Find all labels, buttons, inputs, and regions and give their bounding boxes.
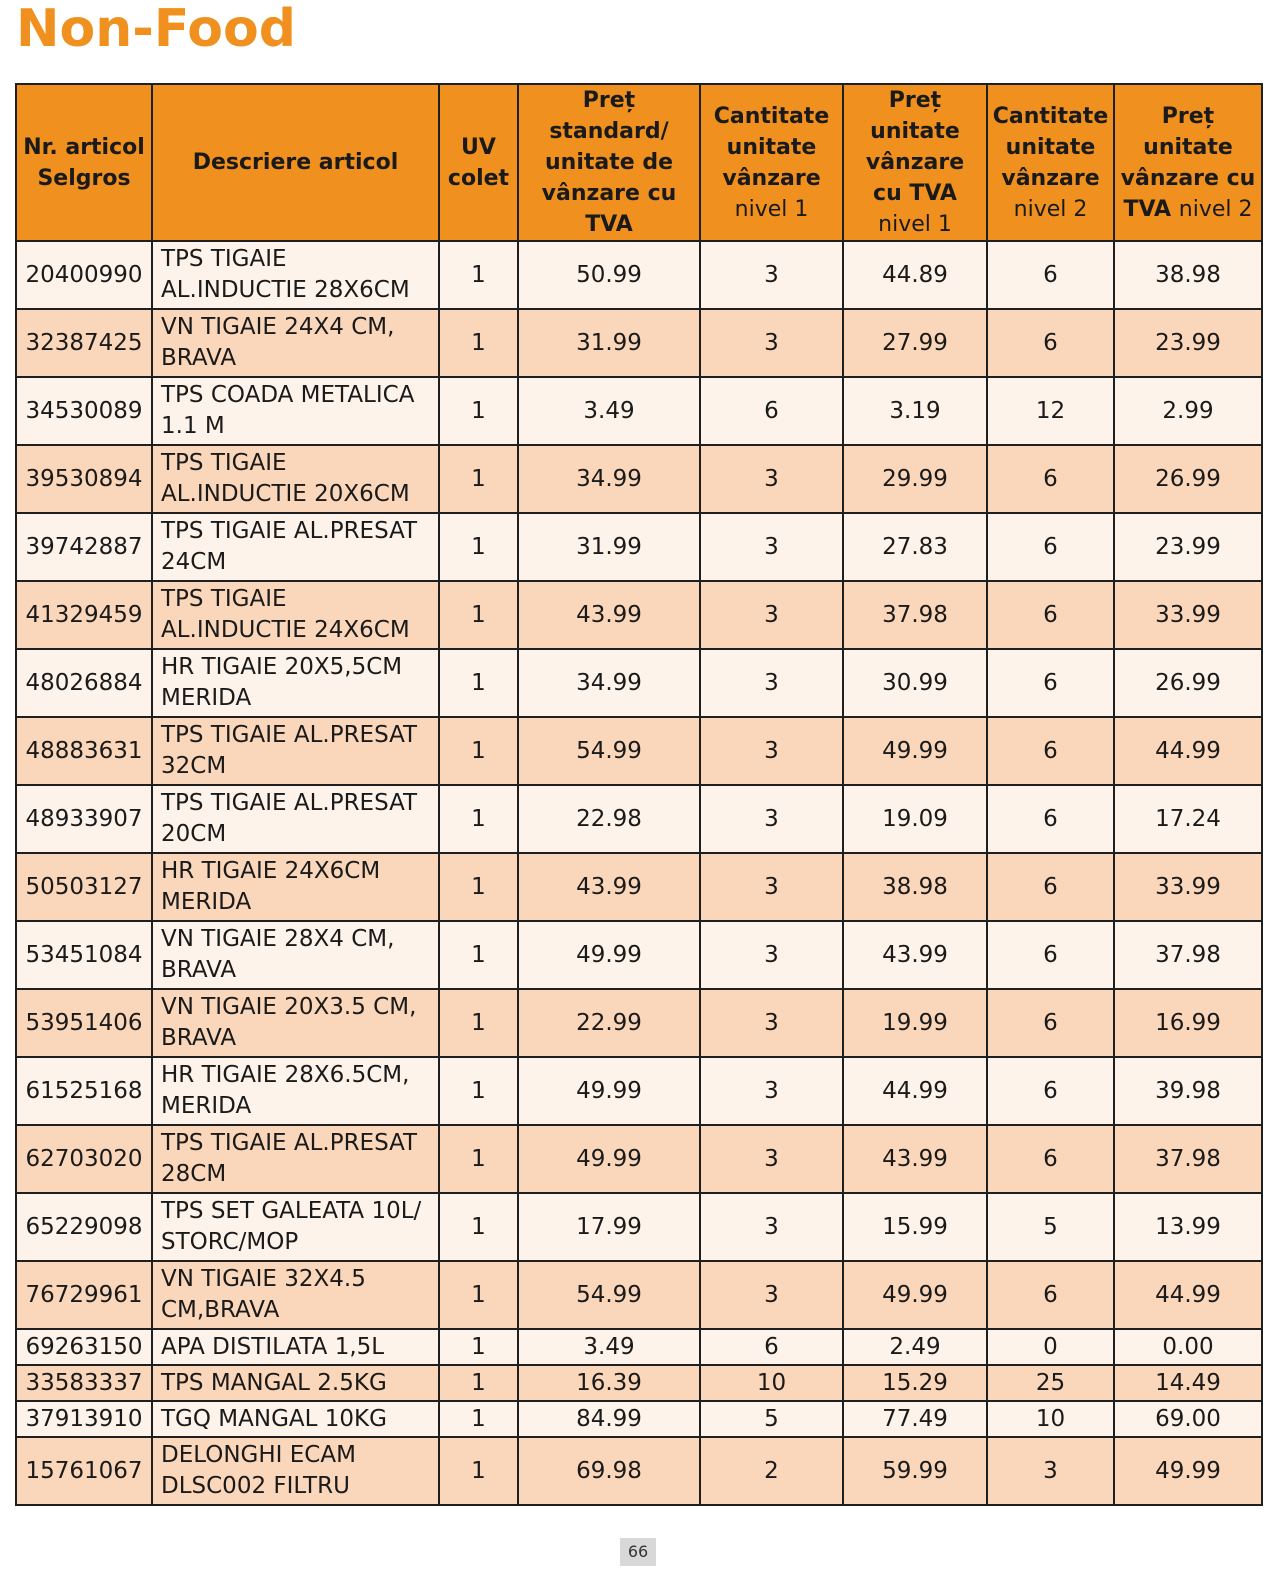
cell-nr-articol: 69263150 xyxy=(16,1329,152,1365)
cell-cantitate-nivel2: 6 xyxy=(987,989,1114,1057)
cell-nr-articol: 50503127 xyxy=(16,853,152,921)
cell-pret-nivel2: 33.99 xyxy=(1114,581,1262,649)
cell-cantitate-nivel1: 3 xyxy=(700,921,843,989)
table-row xyxy=(16,581,1262,649)
cell-nr-articol: 39742887 xyxy=(16,513,152,581)
cell-cantitate-nivel1: 2 xyxy=(700,1437,843,1505)
cell-nr-articol: 15761067 xyxy=(16,1437,152,1505)
cell-cantitate-nivel1: 3 xyxy=(700,241,843,309)
header-cantitate-nivel2 xyxy=(987,84,1114,241)
cell-descriere: TPS TIGAIE AL.INDUCTIE 20X6CM xyxy=(152,445,439,513)
cell-pret-standard: 31.99 xyxy=(518,309,700,377)
cell-cantitate-nivel2: 6 xyxy=(987,445,1114,513)
table-row xyxy=(16,1057,1262,1125)
cell-nr-articol: 37913910 xyxy=(16,1401,152,1437)
cell-nr-articol: 48933907 xyxy=(16,785,152,853)
cell-pret-nivel2: 39.98 xyxy=(1114,1057,1262,1125)
cell-pret-standard: 22.98 xyxy=(518,785,700,853)
cell-nr-articol: 32387425 xyxy=(16,309,152,377)
cell-pret-nivel1: 49.99 xyxy=(843,1261,987,1329)
cell-nr-articol: 20400990 xyxy=(16,241,152,309)
cell-uv-colet: 1 xyxy=(439,445,518,513)
cell-nr-articol: 33583337 xyxy=(16,1365,152,1401)
cell-pret-standard: 54.99 xyxy=(518,717,700,785)
cell-cantitate-nivel2: 6 xyxy=(987,921,1114,989)
cell-cantitate-nivel1: 3 xyxy=(700,513,843,581)
cell-pret-nivel1: 15.29 xyxy=(843,1365,987,1401)
cell-pret-standard: 43.99 xyxy=(518,853,700,921)
cell-cantitate-nivel2: 25 xyxy=(987,1365,1114,1401)
price-table-container xyxy=(15,83,1261,1506)
cell-pret-nivel2: 17.24 xyxy=(1114,785,1262,853)
cell-cantitate-nivel1: 3 xyxy=(700,649,843,717)
cell-pret-standard: 3.49 xyxy=(518,1329,700,1365)
cell-descriere: VN TIGAIE 32X4.5 CM,BRAVA xyxy=(152,1261,439,1329)
cell-uv-colet: 1 xyxy=(439,1365,518,1401)
cell-uv-colet: 1 xyxy=(439,1437,518,1505)
cell-pret-standard: 43.99 xyxy=(518,581,700,649)
cell-uv-colet: 1 xyxy=(439,377,518,445)
cell-cantitate-nivel1: 3 xyxy=(700,309,843,377)
cell-pret-standard: 50.99 xyxy=(518,241,700,309)
cell-descriere: TPS COADA METALICA 1.1 M xyxy=(152,377,439,445)
cell-pret-nivel2: 37.98 xyxy=(1114,1125,1262,1193)
price-table xyxy=(15,83,1263,1506)
page-title: Non-Food xyxy=(16,0,296,59)
cell-descriere: TGQ MANGAL 10KG xyxy=(152,1401,439,1437)
cell-cantitate-nivel1: 5 xyxy=(700,1401,843,1437)
header-cantitate-nivel1-sub: nivel 1 xyxy=(734,196,809,222)
table-row xyxy=(16,1365,1262,1401)
cell-cantitate-nivel2: 12 xyxy=(987,377,1114,445)
cell-descriere: TPS TIGAIE AL.INDUCTIE 24X6CM xyxy=(152,581,439,649)
cell-descriere: VN TIGAIE 20X3.5 CM, BRAVA xyxy=(152,989,439,1057)
cell-descriere: VN TIGAIE 28X4 CM, BRAVA xyxy=(152,921,439,989)
cell-uv-colet: 1 xyxy=(439,1125,518,1193)
cell-pret-nivel2: 38.98 xyxy=(1114,241,1262,309)
table-row xyxy=(16,241,1262,309)
table-row xyxy=(16,785,1262,853)
cell-pret-nivel2: 0.00 xyxy=(1114,1329,1262,1365)
header-pret-nivel2-sub: nivel 2 xyxy=(1178,196,1253,222)
cell-pret-nivel2: 33.99 xyxy=(1114,853,1262,921)
cell-uv-colet: 1 xyxy=(439,989,518,1057)
cell-pret-nivel2: 13.99 xyxy=(1114,1193,1262,1261)
cell-pret-nivel1: 59.99 xyxy=(843,1437,987,1505)
header-nr-articol: Nr. articol Selgros xyxy=(16,84,152,241)
cell-cantitate-nivel2: 6 xyxy=(987,1125,1114,1193)
cell-nr-articol: 53951406 xyxy=(16,989,152,1057)
cell-descriere: TPS SET GALEATA 10L/ STORC/MOP xyxy=(152,1193,439,1261)
cell-pret-nivel2: 26.99 xyxy=(1114,445,1262,513)
table-header-row xyxy=(16,84,1262,241)
cell-cantitate-nivel2: 5 xyxy=(987,1193,1114,1261)
header-cantitate-nivel1 xyxy=(700,84,843,241)
cell-pret-nivel1: 19.99 xyxy=(843,989,987,1057)
table-row xyxy=(16,853,1262,921)
cell-pret-nivel1: 3.19 xyxy=(843,377,987,445)
cell-cantitate-nivel1: 3 xyxy=(700,581,843,649)
cell-cantitate-nivel2: 6 xyxy=(987,853,1114,921)
cell-pret-nivel2: 2.99 xyxy=(1114,377,1262,445)
cell-cantitate-nivel1: 3 xyxy=(700,853,843,921)
cell-cantitate-nivel1: 3 xyxy=(700,717,843,785)
cell-uv-colet: 1 xyxy=(439,513,518,581)
cell-descriere: HR TIGAIE 20X5,5CM MERIDA xyxy=(152,649,439,717)
cell-cantitate-nivel2: 6 xyxy=(987,581,1114,649)
cell-uv-colet: 1 xyxy=(439,241,518,309)
cell-pret-nivel1: 37.98 xyxy=(843,581,987,649)
cell-descriere: VN TIGAIE 24X4 CM, BRAVA xyxy=(152,309,439,377)
cell-pret-nivel2: 44.99 xyxy=(1114,717,1262,785)
cell-descriere: TPS TIGAIE AL.PRESAT 32CM xyxy=(152,717,439,785)
cell-pret-nivel2: 23.99 xyxy=(1114,309,1262,377)
cell-pret-nivel1: 44.89 xyxy=(843,241,987,309)
cell-pret-standard: 49.99 xyxy=(518,921,700,989)
table-row xyxy=(16,1437,1262,1505)
cell-descriere: TPS MANGAL 2.5KG xyxy=(152,1365,439,1401)
cell-cantitate-nivel1: 6 xyxy=(700,377,843,445)
cell-pret-nivel1: 19.09 xyxy=(843,785,987,853)
cell-pret-standard: 3.49 xyxy=(518,377,700,445)
header-pret-standard: Preț standard/ unitate de vânzare cu TVA xyxy=(518,84,700,241)
cell-cantitate-nivel2: 6 xyxy=(987,649,1114,717)
table-row xyxy=(16,649,1262,717)
header-pret-nivel2-main: Preț unitate vânzare cu TVA xyxy=(1120,103,1256,222)
table-row xyxy=(16,1193,1262,1261)
cell-pret-nivel1: 43.99 xyxy=(843,921,987,989)
cell-cantitate-nivel1: 3 xyxy=(700,445,843,513)
cell-pret-nivel1: 44.99 xyxy=(843,1057,987,1125)
cell-nr-articol: 76729961 xyxy=(16,1261,152,1329)
cell-pret-standard: 17.99 xyxy=(518,1193,700,1261)
cell-cantitate-nivel1: 3 xyxy=(700,1193,843,1261)
cell-nr-articol: 41329459 xyxy=(16,581,152,649)
cell-cantitate-nivel2: 6 xyxy=(987,785,1114,853)
table-row xyxy=(16,309,1262,377)
header-cantitate-nivel2-main: Cantitate unitate vânzare xyxy=(992,103,1109,191)
cell-nr-articol: 65229098 xyxy=(16,1193,152,1261)
cell-uv-colet: 1 xyxy=(439,1057,518,1125)
table-row xyxy=(16,717,1262,785)
cell-pret-nivel2: 49.99 xyxy=(1114,1437,1262,1505)
cell-pret-nivel2: 23.99 xyxy=(1114,513,1262,581)
cell-cantitate-nivel1: 3 xyxy=(700,785,843,853)
cell-cantitate-nivel1: 10 xyxy=(700,1365,843,1401)
cell-pret-nivel1: 43.99 xyxy=(843,1125,987,1193)
cell-pret-nivel1: 29.99 xyxy=(843,445,987,513)
cell-descriere: HR TIGAIE 24X6CM MERIDA xyxy=(152,853,439,921)
cell-cantitate-nivel1: 6 xyxy=(700,1329,843,1365)
header-descriere: Descriere articol xyxy=(152,84,439,241)
cell-nr-articol: 34530089 xyxy=(16,377,152,445)
cell-pret-nivel1: 27.83 xyxy=(843,513,987,581)
cell-cantitate-nivel1: 3 xyxy=(700,1057,843,1125)
cell-nr-articol: 48026884 xyxy=(16,649,152,717)
cell-cantitate-nivel2: 10 xyxy=(987,1401,1114,1437)
cell-pret-nivel2: 16.99 xyxy=(1114,989,1262,1057)
cell-nr-articol: 48883631 xyxy=(16,717,152,785)
cell-uv-colet: 1 xyxy=(439,853,518,921)
cell-uv-colet: 1 xyxy=(439,309,518,377)
cell-cantitate-nivel2: 6 xyxy=(987,717,1114,785)
cell-uv-colet: 1 xyxy=(439,1329,518,1365)
table-row xyxy=(16,377,1262,445)
cell-descriere: TPS TIGAIE AL.PRESAT 20CM xyxy=(152,785,439,853)
cell-uv-colet: 1 xyxy=(439,649,518,717)
cell-pret-standard: 31.99 xyxy=(518,513,700,581)
cell-pret-nivel2: 37.98 xyxy=(1114,921,1262,989)
table-row xyxy=(16,1329,1262,1365)
table-row xyxy=(16,1261,1262,1329)
cell-cantitate-nivel2: 6 xyxy=(987,1261,1114,1329)
cell-nr-articol: 61525168 xyxy=(16,1057,152,1125)
cell-pret-nivel2: 69.00 xyxy=(1114,1401,1262,1437)
header-pret-nivel1-main: Preț unitate vânzare cu TVA xyxy=(865,88,965,206)
cell-cantitate-nivel1: 3 xyxy=(700,989,843,1057)
cell-pret-standard: 49.99 xyxy=(518,1057,700,1125)
cell-cantitate-nivel2: 0 xyxy=(987,1329,1114,1365)
cell-descriere: APA DISTILATA 1,5L xyxy=(152,1329,439,1365)
table-row xyxy=(16,513,1262,581)
cell-uv-colet: 1 xyxy=(439,717,518,785)
cell-cantitate-nivel2: 6 xyxy=(987,241,1114,309)
page-number: 66 xyxy=(620,1538,656,1566)
cell-nr-articol: 53451084 xyxy=(16,921,152,989)
cell-descriere: HR TIGAIE 28X6.5CM, MERIDA xyxy=(152,1057,439,1125)
cell-uv-colet: 1 xyxy=(439,581,518,649)
cell-pret-standard: 34.99 xyxy=(518,445,700,513)
header-uv-colet: UV colet xyxy=(439,84,518,241)
cell-pret-standard: 84.99 xyxy=(518,1401,700,1437)
cell-cantitate-nivel1: 3 xyxy=(700,1261,843,1329)
table-row xyxy=(16,989,1262,1057)
cell-uv-colet: 1 xyxy=(439,1193,518,1261)
cell-nr-articol: 39530894 xyxy=(16,445,152,513)
cell-descriere: DELONGHI ECAM DLSC002 FILTRU xyxy=(152,1437,439,1505)
cell-pret-nivel1: 2.49 xyxy=(843,1329,987,1365)
cell-pret-nivel2: 44.99 xyxy=(1114,1261,1262,1329)
cell-pret-standard: 54.99 xyxy=(518,1261,700,1329)
cell-descriere: TPS TIGAIE AL.INDUCTIE 28X6CM xyxy=(152,241,439,309)
header-cantitate-nivel2-sub: nivel 2 xyxy=(1013,196,1088,222)
cell-cantitate-nivel2: 3 xyxy=(987,1437,1114,1505)
cell-cantitate-nivel2: 6 xyxy=(987,309,1114,377)
cell-pret-standard: 69.98 xyxy=(518,1437,700,1505)
table-row xyxy=(16,1125,1262,1193)
cell-uv-colet: 1 xyxy=(439,1261,518,1329)
cell-pret-nivel1: 38.98 xyxy=(843,853,987,921)
table-row xyxy=(16,445,1262,513)
header-pret-nivel1 xyxy=(843,84,987,241)
header-cantitate-nivel1-main: Cantitate unitate vânzare xyxy=(713,103,830,191)
cell-cantitate-nivel1: 3 xyxy=(700,1125,843,1193)
cell-pret-nivel2: 26.99 xyxy=(1114,649,1262,717)
table-body xyxy=(16,241,1262,1505)
cell-descriere: TPS TIGAIE AL.PRESAT 28CM xyxy=(152,1125,439,1193)
cell-nr-articol: 62703020 xyxy=(16,1125,152,1193)
cell-pret-standard: 34.99 xyxy=(518,649,700,717)
cell-pret-nivel2: 14.49 xyxy=(1114,1365,1262,1401)
cell-uv-colet: 1 xyxy=(439,921,518,989)
cell-pret-standard: 16.39 xyxy=(518,1365,700,1401)
cell-pret-standard: 22.99 xyxy=(518,989,700,1057)
table-row xyxy=(16,921,1262,989)
header-pret-nivel1-sub: nivel 1 xyxy=(878,212,952,237)
header-pret-nivel2 xyxy=(1114,84,1262,241)
cell-pret-nivel1: 77.49 xyxy=(843,1401,987,1437)
cell-descriere: TPS TIGAIE AL.PRESAT 24CM xyxy=(152,513,439,581)
table-row xyxy=(16,1401,1262,1437)
cell-cantitate-nivel2: 6 xyxy=(987,513,1114,581)
cell-pret-nivel1: 49.99 xyxy=(843,717,987,785)
cell-uv-colet: 1 xyxy=(439,785,518,853)
cell-pret-nivel1: 15.99 xyxy=(843,1193,987,1261)
cell-pret-nivel1: 30.99 xyxy=(843,649,987,717)
cell-cantitate-nivel2: 6 xyxy=(987,1057,1114,1125)
cell-pret-standard: 49.99 xyxy=(518,1125,700,1193)
cell-pret-nivel1: 27.99 xyxy=(843,309,987,377)
cell-uv-colet: 1 xyxy=(439,1401,518,1437)
